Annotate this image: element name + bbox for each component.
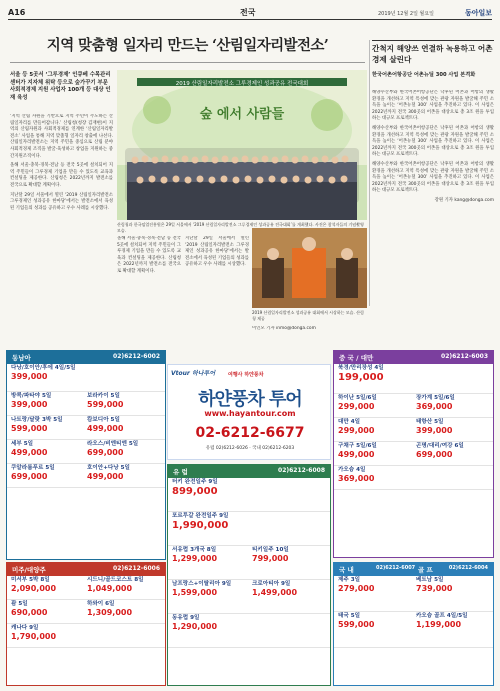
ad-item-title: 곤명/대리/여강 6일: [416, 443, 464, 449]
ad-southeast-asia: [6, 350, 166, 560]
ad-subitem: [416, 443, 493, 466]
ad-item[interactable]: [7, 576, 165, 600]
award-photo-graphic: [252, 228, 367, 308]
ad-china-header: [334, 351, 493, 364]
award-photo: [252, 228, 367, 308]
ad-item[interactable]: [334, 576, 493, 612]
ad-item-price: 799,000: [252, 554, 289, 563]
ad-item-title: 남프랑스+이탈리아 9일: [172, 581, 232, 587]
ad-item-price: 690,000: [11, 608, 48, 617]
ad-item-price: 1,299,000: [172, 554, 218, 563]
ad-phone: 02)6212-6008: [278, 467, 325, 474]
ad-region-label-2: 골 프: [418, 566, 433, 574]
hayan-note: 유럽 02)6212-6026 · 국내 02)6212-6203: [205, 446, 295, 451]
ad-item-title: 베트남 5일: [416, 577, 444, 583]
ad-subitem: [416, 613, 493, 637]
ad-america-oceania: [6, 562, 166, 686]
ad-item-title: 미서부 5박 8일: [11, 577, 50, 583]
ad-item-price: 299,000: [338, 402, 375, 411]
body-paragraph-3: 지난달 29일 서울에서 열린 ‘2019 산림일자리발전소 그루경제인 성과공유 한마당’에서는 발전소에서 육성된 기업들의 성과를 공유하고 우수 사례를 시상했다.: [10, 192, 113, 211]
ad-subitem: [338, 613, 418, 637]
hayan-logo: Vtour 하나투어: [171, 370, 216, 377]
ad-subitem: [172, 547, 253, 571]
right-body-paragraph-2: 해양수산부와 한국어촌어항공단은 낙후된 어촌과 어항의 생활 환경을 개선하고 지역 특성에 맞는 관광 자원을 발굴해 주민 소득을 높이는 ‘어촌뉴딜 300’ 사업을 추진하고 있다. 이 사업은 2022년까지 전국 300곳의 어촌을 대상으로 총 3조 원을 투입하는 대규모 프로젝트다.: [372, 125, 494, 158]
ad-item-title: 터키 완전일주 9일: [172, 479, 218, 485]
ad-item-price: 1,499,000: [252, 588, 298, 597]
ad-europe-header: [168, 465, 330, 478]
ad-item[interactable]: [7, 364, 165, 392]
ad-item[interactable]: [7, 464, 165, 488]
hayan-phone[interactable]: 02-6212-6677: [195, 425, 305, 441]
right-article-title: 간척지 해양쓰 연결하 녹용하고 어촌 경제 살린다: [372, 44, 493, 64]
photo-banner-text: 2019 산림일자리발전소 그루경제인 성과공유 전국대회: [175, 81, 309, 87]
ad-item-price: 369,000: [338, 474, 375, 483]
ad-item[interactable]: [7, 392, 165, 416]
ad-item-price: 499,000: [338, 450, 375, 459]
ad-region-label: 국 내: [339, 566, 354, 574]
right-body-paragraph: 해양수산부와 한국어촌어항공단은 낙후된 어촌과 어항의 생활 환경을 개선하고 지역 특성에 맞는 관광 자원을 발굴해 주민 소득을 높이는 ‘어촌뉴딜 300’ 사업을 추진하고 있다. 이 사업은 2022년까지 전국 300곳의 어촌을 대상으로 총 3조 원을 투입하는 대규모 프로젝트다.: [372, 90, 494, 122]
ad-item-price: 1,790,000: [11, 632, 57, 641]
ad-item-price: 1,290,000: [172, 622, 218, 631]
body-col2-paragraph: 올해 서울·충북·경북·전남 등 전국 5곳에 설치되어 지역 주민들이 그루경제 기업을 만들 수 있도록 교육과 컨설팅을 제공한다. 산림청은 2022년까지 발전소를 전국으로 확대할 계획이다.: [117, 236, 181, 274]
ad-item-price: 279,000: [338, 584, 375, 593]
ad-item-price: 399,000: [11, 400, 48, 409]
ad-item-title: 동유럽 9일: [172, 615, 200, 621]
ad-item-price: 599,000: [338, 620, 375, 629]
ad-subitem: [416, 419, 493, 442]
ad-item-title: 북경/만리장성 4일: [338, 365, 384, 371]
ad-subitem: [87, 417, 165, 440]
ad-domestic-golf: [333, 562, 494, 686]
ad-item-title: 호이안+다낭 5일: [87, 465, 130, 471]
event-photo-graphic: [117, 70, 367, 220]
ad-subitem: [252, 547, 330, 571]
ad-item-price: 1,199,000: [416, 620, 462, 629]
hayan-brand: 하얀풍차 투어: [198, 389, 302, 410]
ad-item-price: 399,000: [11, 372, 48, 381]
ad-item-price: 399,000: [416, 426, 453, 435]
ad-item[interactable]: [168, 512, 330, 546]
ad-item[interactable]: [168, 580, 330, 614]
byline-text: 이인모 기자 inmo@donga.com: [252, 326, 316, 331]
ad-region-label: 유 럽: [173, 468, 188, 476]
headline-rule: [10, 62, 365, 63]
page-number: A16: [8, 8, 26, 17]
ad-item-price: 599,000: [87, 400, 124, 409]
ad-item-price: 1,309,000: [87, 608, 133, 617]
ad-subitem: [11, 601, 90, 624]
photo-slogan-text: 숲 에서 사람들: [199, 107, 285, 122]
ad-subitem: [87, 601, 165, 624]
ad-item-title: 시드니/골드코스트 8일: [87, 577, 144, 583]
ad-item-price: 699,000: [11, 472, 48, 481]
ad-item[interactable]: [334, 394, 493, 418]
ad-item[interactable]: [168, 478, 330, 512]
photo-caption: 산림청과 한국임업진흥원은 29일 서울에서 ‘2019 산림일자리발전소 그루경제인 성과공유 전국대회’를 개최했다. 사진은 참석자들의 기념촬영 모습.: [117, 222, 364, 233]
ad-item-title: 크로아티아 9일: [252, 581, 291, 587]
ad-china-taiwan: [333, 350, 494, 558]
ad-subitem: [338, 419, 418, 442]
ad-america-header: [7, 563, 165, 576]
ad-subitem: [11, 465, 90, 488]
ad-item-title: 티키일주 10일: [252, 547, 289, 553]
ad-item-price: 499,000: [87, 472, 124, 481]
ad-hayan-tour[interactable]: [167, 364, 331, 460]
ad-item-title: 포르투갈 완전일주 9일: [172, 513, 229, 519]
ad-subitem: [416, 395, 493, 418]
article-byline: [252, 326, 367, 340]
ad-subitem: [252, 581, 330, 605]
event-photo: [117, 70, 367, 220]
column-divider: [369, 40, 370, 306]
article-subhead: 서울 등 5곳서 ‘그루경제’ 인큐베 수목관리센터가 지자체 위탁 등으로 숲가꾸기 부문 사회적경제 지원 사업자 100개 등 대상 인재 육성: [10, 72, 111, 101]
ad-subitem: [338, 443, 418, 466]
ad-item-title: 방콕/파타야 5일: [11, 393, 52, 399]
hayan-tagline: 여행사 하얀풍차: [228, 372, 264, 378]
ad-item-price: 499,000: [87, 424, 124, 433]
ad-item-price: 699,000: [416, 450, 453, 459]
ad-item-title: 세부 5일: [11, 441, 34, 447]
ad-subitem: [87, 393, 165, 416]
ad-item-title: 구채구 5일/6일: [338, 443, 377, 449]
article-body-col2: [117, 236, 181, 340]
ad-item-price: 739,000: [416, 584, 453, 593]
article-body-col1: [10, 114, 113, 339]
ad-item[interactable]: [334, 612, 493, 648]
ad-phone: 02)6212-6006: [113, 565, 160, 572]
right-byline: 강원 기자 kang@donga.com: [434, 197, 494, 203]
ad-phone: 02)6212-6003: [441, 353, 488, 360]
ad-subitem: [11, 441, 90, 464]
ad-item[interactable]: [168, 546, 330, 580]
right-body-paragraph-3: 해양수산부와 한국어촌어항공단은 낙후된 어촌과 어항의 생활 환경을 개선하고 지역 특성에 맞는 관광 자원을 발굴해 주민 소득을 높이는 ‘어촌뉴딜 300’ 사업을 추진하고 있다. 이 사업은 2022년까지 전국 300곳의 어촌을 대상으로 총 3조 원을 투입하는 대규모 프로젝트다.: [372, 161, 494, 194]
ad-item-title: 괌 5일: [11, 601, 28, 607]
ad-item-title: 하와이 6일: [87, 601, 115, 607]
ad-item-title: 나트랑/달랏 3박 5일: [11, 417, 63, 423]
ad-region-label: 중 국 / 대만: [339, 354, 374, 362]
section-title: 전국: [240, 8, 256, 17]
ad-item[interactable]: [7, 416, 165, 440]
ad-item-title: 보라카이 5일: [87, 393, 120, 399]
ad-phone: 02)6212-6007: [376, 565, 416, 571]
ad-subitem: [11, 417, 90, 440]
body-paragraph-2: 올해 서울·충북·경북·전남 등 전국 5곳에 설치되어 지역 주민들이 그루경제 기업을 만들 수 있도록 교육과 컨설팅을 제공한다. 산림청은 2022년까지 발전소를 전국으로 확대할 계획이다.: [10, 163, 113, 188]
right-article-body: [372, 90, 494, 330]
ad-item-title: 태항산 5일: [416, 419, 444, 425]
ad-item-title: 다낭/호이안/후에 4일/5일: [11, 365, 76, 371]
ad-subitem: [11, 393, 90, 416]
article-body-col3: [185, 236, 249, 340]
ad-item-price: 899,000: [172, 486, 218, 497]
ad-subitem: [172, 581, 253, 605]
hayan-url[interactable]: www.hayantour.com: [204, 409, 296, 418]
ad-item-title: 대만 4일: [338, 419, 361, 425]
ad-item-title: 가오슝 4일: [338, 467, 366, 473]
ad-item-title: 하이난 5일/6일: [338, 395, 377, 401]
ad-subitem: [87, 577, 165, 600]
award-photo-caption: 2019 산림일자리발전소 성과공유 대회에서 시상하는 모습. 산림청 제공: [252, 310, 364, 321]
ad-item-price: 369,000: [416, 402, 453, 411]
ad-item[interactable]: [334, 442, 493, 466]
ad-region-label: 동남아: [12, 354, 31, 362]
ad-subitem: [11, 577, 90, 600]
ad-item-title: 제주 3일: [338, 577, 361, 583]
ad-subitem: [87, 441, 165, 464]
ad-item-price: 599,000: [11, 424, 48, 433]
ad-item[interactable]: [168, 614, 330, 648]
ad-southeast-asia-header: [7, 351, 165, 364]
ad-item-title: 장가계 5일/6일: [416, 395, 455, 401]
ad-item-title: 라오스/비엔티엔 5일: [87, 441, 139, 447]
ad-phone: 02)6212-6002: [113, 353, 160, 360]
ad-item[interactable]: [334, 418, 493, 442]
right-column-rule: [372, 40, 494, 41]
ad-item[interactable]: [334, 364, 493, 394]
ad-subitem: [87, 465, 165, 488]
ad-item-price: 699,000: [87, 448, 124, 457]
ad-item-price: 199,000: [338, 372, 384, 383]
ad-item-title: 캐나다 9일: [11, 625, 39, 631]
newspaper-logo: 동아일보: [464, 9, 492, 17]
page-header: [8, 6, 492, 20]
body-paragraph-1: ‘지역 산림 자원을 기반으로 지역 주민이 주도하는 산림일자리를 만들어갑니다.’ 산림청(청장 김재현)이 지역의 산림자원과 사회적경제를 연계한 ‘산림일자리발전소’ 사업을 통해 지역 맞춤형 일자리 창출에 나선다. 산림일자리발전소는 지역 주민을 중심으로 산림 분야 사회적경제 조직을 발굴·육성하고 창업을 지원하는 중간지원조직이다.: [10, 114, 113, 159]
ad-subitem: [416, 577, 493, 601]
ad-item-price: 1,990,000: [172, 520, 229, 531]
body-col3-paragraph: 지난달 29일 서울에서 열린 ‘2019 산림일자리발전소 그루경제인 성과공유 한마당’에서는 발전소에서 육성된 기업들의 성과를 공유하고 우수 사례를 시상했다.: [185, 236, 249, 268]
ad-item-price: 2,090,000: [11, 584, 57, 593]
ad-item-title: 서유럽 3개국 8일: [172, 547, 217, 553]
ad-region-label: 미주/대양주: [12, 566, 46, 574]
ad-subitem: [338, 395, 418, 418]
ad-domestic-header: [334, 563, 493, 576]
ad-item-title: 쿠알라룸푸르 5일: [11, 465, 55, 471]
ad-item-price: 499,000: [11, 448, 48, 457]
ad-subitem: [338, 577, 418, 601]
article-headline: 지역 맞춤형 일자리 만드는 ‘산림일자리발전소’: [46, 37, 329, 54]
ad-item-price: 299,000: [338, 426, 375, 435]
ad-item[interactable]: [7, 600, 165, 624]
issue-date: 2019년 12월 2일 월요일: [377, 11, 434, 17]
ad-item[interactable]: [7, 624, 165, 648]
right-article-subtitle: 한국어촌어항공단 어촌뉴딜 300 사업 본격화: [372, 72, 476, 78]
ad-item[interactable]: [7, 440, 165, 464]
ad-phone-2: 02)6212-6004: [448, 565, 488, 571]
ad-item-title: 카오슝 골프 4일/5일: [416, 613, 468, 619]
ad-europe: [167, 464, 331, 686]
ad-item-price: 1,599,000: [172, 588, 218, 597]
ad-item-title: 캄보디아 5일: [87, 417, 120, 423]
ad-item-title: 태국 5일: [338, 613, 361, 619]
crowd-group: [127, 162, 357, 220]
ad-item-price: 1,049,000: [87, 584, 133, 593]
ad-item[interactable]: [334, 466, 493, 490]
